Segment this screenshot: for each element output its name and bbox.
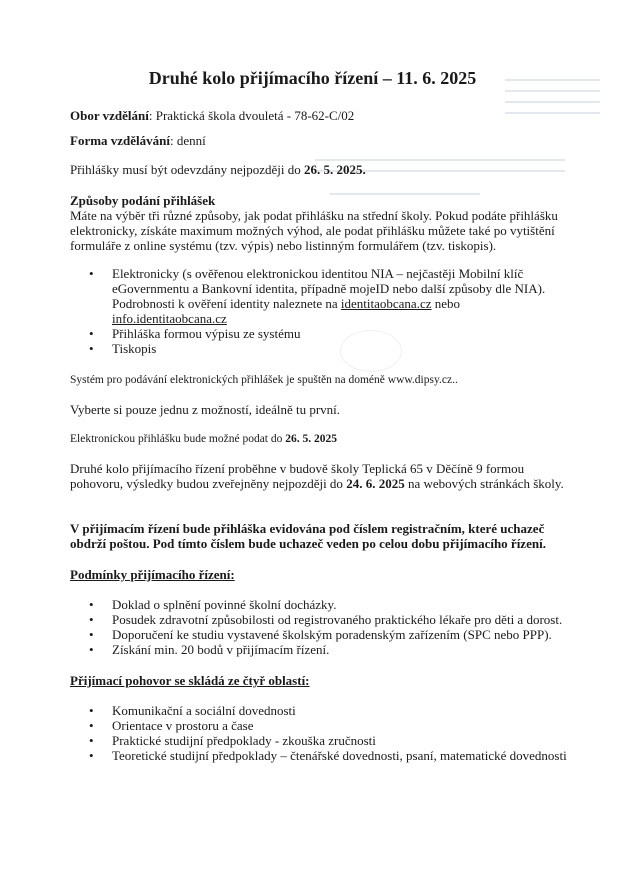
identitaobcana-link[interactable]: identitaobcana.cz xyxy=(340,296,432,311)
list-item: • Praktické studijní předpoklady - zkouška zručnosti xyxy=(70,733,570,748)
item1-mid: nebo xyxy=(431,296,461,311)
system-note: Systém pro podávání elektronických přihlášek je spuštěn na doméně www.dipsy.cz.. xyxy=(70,374,458,386)
electronic-deadline-line xyxy=(70,432,337,447)
druhe-kolo-date: 24. 6. 2025 xyxy=(346,476,405,491)
zpusoby-list xyxy=(70,266,570,356)
list-item: • Přihláška formou výpisu ze systému xyxy=(70,326,570,341)
druhe-kolo-text2: na webových stránkách školy. xyxy=(404,476,564,491)
forma-line xyxy=(70,133,206,148)
deadline-line xyxy=(70,162,366,177)
list-item: • Získání min. 20 bodů v přijímacím řízení. xyxy=(70,642,570,657)
info-identitaobcana-link[interactable]: info.identitaobcana.cz xyxy=(112,311,227,326)
list-item: • Teoretické studijní předpoklady – čtenářské dovednosti, psaní, matematické dovednosti xyxy=(70,748,570,763)
list-item: • Doporučení ke studiu vystavené školským poradenským zařízením (SPC nebo PPP). xyxy=(70,627,570,642)
deadline-text: Přihlášky musí být odevzdány nejpozději do xyxy=(70,162,304,177)
electronic-deadline-text: Elektronickou přihlášku bude možné podat do xyxy=(70,433,286,445)
zpusoby-paragraph: Máte na výběr tři různé způsoby, jak podat přihlášku na střední školy. Pokud podáte přihlášku elektronicky, získáte maximum možných výhod, ale podat přihlášku můžete také po vytištění formuláře z online systému (tzv. výpis) nebo listinným formulářem (tzv. tiskopis). xyxy=(70,208,558,253)
podminky-heading: Podmínky přijímacího řízení: xyxy=(70,567,235,582)
podminky-list xyxy=(70,597,570,657)
list-item xyxy=(70,266,570,326)
registration-note: V přijímacím řízení bude přihláška evidována pod číslem registračním, které uchazeč obdrží poštou. Pod tímto číslem bude uchazeč veden po celou dobu přijímacího řízení. xyxy=(70,521,546,551)
obor-label: Obor vzdělání xyxy=(70,108,149,123)
list-item: • Orientace v prostoru a čase xyxy=(70,718,570,733)
deadline-date: 26. 5. 2025. xyxy=(303,162,366,177)
forma-label: Forma vzdělávání xyxy=(70,133,171,148)
obor-value: : Praktická škola dvouletá - 78-62-C/02 xyxy=(148,108,355,123)
item1-text: Elektronicky (s ověřenou elektronickou identitou NIA – nejčastěji Mobilní klíč eGovernmentu a Bankovní identita, případně mojeID nebo další způsoby dle NIA). Podrobnosti k ověření identity naleznete na xyxy=(112,266,546,311)
list-item: • Tiskopis xyxy=(70,341,570,356)
druhe-kolo-paragraph xyxy=(70,461,575,491)
pohovor-heading: Přijímací pohovor se skládá ze čtyř oblastí: xyxy=(70,673,310,688)
list-item: • Komunikační a sociální dovednosti xyxy=(70,703,570,718)
obor-line xyxy=(70,108,354,123)
choose-note: Vyberte si pouze jednu z možností, ideálně tu první. xyxy=(70,402,341,417)
druhe-kolo-text1: Druhé kolo přijímacího řízení proběhne v budově školy Teplická 65 v Děčíně 9 formou pohovoru, výsledky budou zveřejněny nejpozději do xyxy=(70,461,525,491)
zpusoby-heading: Způsoby podání přihlášek xyxy=(70,193,216,208)
forma-value: : denní xyxy=(170,133,206,148)
list-item: • Doklad o splnění povinné školní docházky. xyxy=(70,597,570,612)
page-title: Druhé kolo přijímacího řízení – 11. 6. 2025 xyxy=(148,68,477,88)
electronic-deadline-date: 26. 5. 2025 xyxy=(285,433,338,445)
pohovor-list xyxy=(70,703,570,763)
list-item: • Posudek zdravotní způsobilosti od registrovaného praktického lékaře pro děti a dorost. xyxy=(70,612,570,627)
